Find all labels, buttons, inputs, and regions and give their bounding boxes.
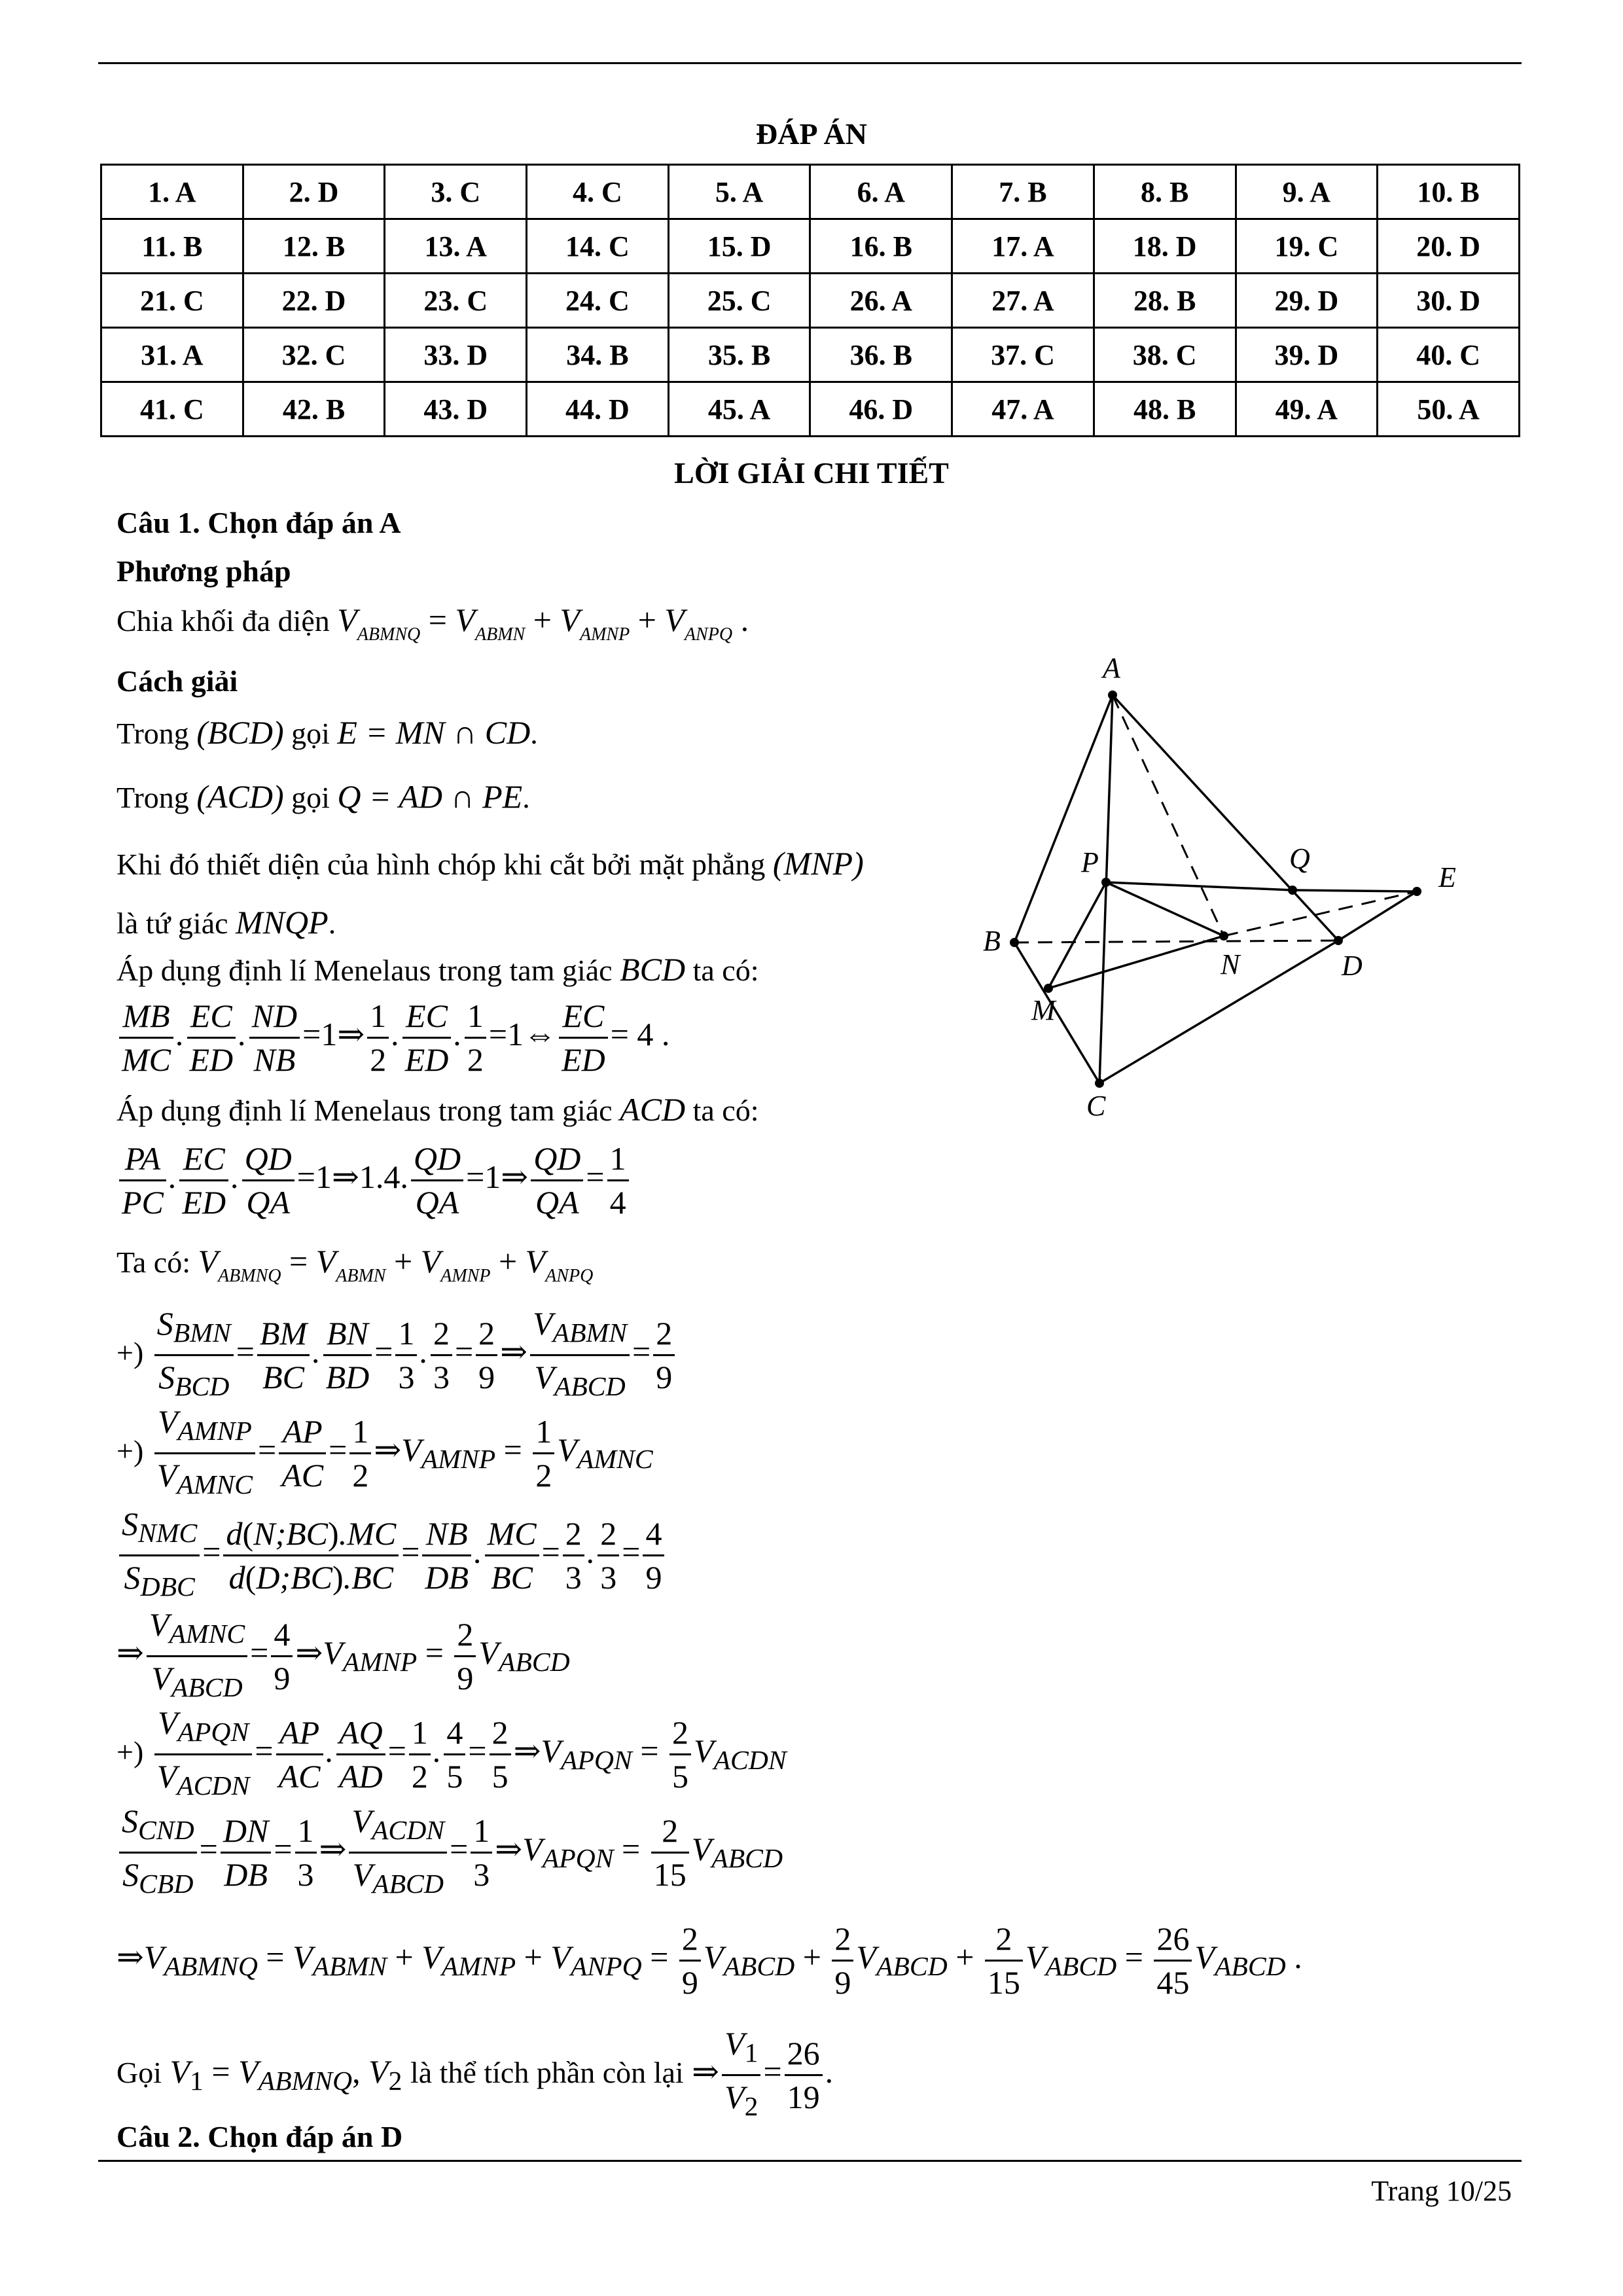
- answer-cell: 3. C: [385, 165, 527, 219]
- answer-key-title: ĐÁP ÁN: [756, 117, 867, 151]
- answer-cell: 13. A: [385, 219, 527, 274]
- answer-row: [101, 165, 1520, 219]
- method-text: Chia khối đa diện: [116, 604, 330, 637]
- formula-8: Gọi $V_1 = V_{ABMNQ}$, $V_2$ là thể tích phần còn lại ⇒ $\frac{V_1}{V_2}$ = $\frac{26}{19}$ .: [116, 2022, 833, 2128]
- section-title: LỜI GIẢI CHI TIẾT: [674, 456, 949, 490]
- answer-cell: 36. B: [810, 328, 952, 382]
- label-n: N: [1221, 948, 1240, 980]
- answer-cell: 39. D: [1236, 328, 1378, 382]
- answer-cell: 50. A: [1378, 382, 1520, 437]
- method-heading: Phương pháp: [116, 554, 291, 588]
- answer-cell: 7. B: [952, 165, 1094, 219]
- answer-cell: 20. D: [1378, 219, 1520, 274]
- answer-cell: 10. B: [1378, 165, 1520, 219]
- method-line: [116, 601, 749, 645]
- header-rule: [98, 62, 1522, 64]
- page-number: Trang 10/25: [1371, 2175, 1512, 2207]
- question-1-heading: Câu 1. Chọn đáp án A: [116, 506, 401, 539]
- figure-dashed-edges: [1014, 695, 1417, 942]
- footer-rule: [98, 2160, 1522, 2162]
- answer-cell: 43. D: [385, 382, 527, 437]
- label-m: M: [1031, 994, 1056, 1026]
- answer-cell: 31. A: [101, 328, 243, 382]
- answer-cell: 17. A: [952, 219, 1094, 274]
- solution-heading: Cách giải: [116, 664, 238, 698]
- question-2-heading: Câu 2. Chọn đáp án D: [116, 2120, 403, 2153]
- answer-cell: 49. A: [1236, 382, 1378, 437]
- answer-cell: 27. A: [952, 274, 1094, 328]
- answer-cell: 33. D: [385, 328, 527, 382]
- figure-points: [1010, 691, 1421, 1088]
- answer-cell: 8. B: [1094, 165, 1236, 219]
- answer-cell: 19. C: [1236, 219, 1378, 274]
- answer-cell: 9. A: [1236, 165, 1378, 219]
- line-menelaus-acd: Áp dụng định lí Menelaus trong tam giác ACD ta có:: [116, 1091, 759, 1128]
- answer-row: [101, 328, 1520, 382]
- answer-cell: 29. D: [1236, 274, 1378, 328]
- label-b: B: [983, 925, 1001, 957]
- formula-1: +) $\frac{S_{BMN}}{S_{BCD}}$ = $\frac{BM}{BC}$ . $\frac{BN}{BD}$ = $\frac{1}{3}$ . $\frac{2}{3}$ = $\frac{2}{9}$ ⇒ $\frac{V_{ABMN}}{V_{ABCD}}$ = $\frac{2}{9}$: [116, 1302, 677, 1408]
- formula-menelaus-bcd: $\frac{MB}{MC}$ . $\frac{EC}{ED}$ . $\frac{ND}{NB}$ =1⇒ $\frac{1}{2}$ . $\frac{EC}{ED}$ . $\frac{1}{2}$ =1⇔ $\frac{EC}{ED}$ = 4 .: [116, 995, 669, 1081]
- answer-cell: 1. A: [101, 165, 243, 219]
- answer-cell: 35. B: [668, 328, 810, 382]
- answer-cell: 14. C: [527, 219, 669, 274]
- formula-3: $\frac{S_{NMC}}{S_{DBC}}$ = $\frac{d(N;BC).MC}{d(D;BC).BC}$ = $\frac{NB}{DB}$ . $\frac{MC}{BC}$ = $\frac{2}{3}$ . $\frac{2}{3}$ = $\frac{4}{9}$: [116, 1503, 667, 1608]
- line-ta-co: Ta có: $V_{ABMNQ} = V_{ABMN} + V_{AMNP} + V_{ANPQ}$: [116, 1243, 594, 1286]
- formula-5: +) $\frac{V_{APQN}}{V_{ACDN}}$ = $\frac{AP}{AC}$ . $\frac{AQ}{AD}$ = $\frac{1}{2}$ . $\frac{4}{5}$ = $\frac{2}{5}$ $\Rightarrow V_{APQN}$ = $\frac{2}{5}$ $V_{ACDN}$: [116, 1702, 787, 1807]
- formula-7: $\Rightarrow V_{ABMNQ} = V_{ABMN} + V_{AMNP} + V_{ANPQ}$ = $\frac{2}{9}$ $V_{ABCD}$ + $\frac{2}{9}$ $V_{ABCD}$ + $\frac{2}{15}$ $V_{ABCD}$ = $\frac{26}{45}$ $V_{ABCD}$ .: [116, 1918, 1302, 2003]
- answer-cell: 11. B: [101, 219, 243, 274]
- line-trong-acd: Trong (ACD) gọi Q = AD ∩ PE.: [116, 778, 530, 815]
- answer-cell: 46. D: [810, 382, 952, 437]
- label-p: P: [1081, 846, 1099, 878]
- answer-cell: 32. C: [243, 328, 385, 382]
- answer-row: [101, 274, 1520, 328]
- answer-cell: 42. B: [243, 382, 385, 437]
- answer-cell: 6. A: [810, 165, 952, 219]
- answer-cell: 18. D: [1094, 219, 1236, 274]
- answer-table: [100, 164, 1520, 437]
- answer-row: [101, 219, 1520, 274]
- answer-cell: 34. B: [527, 328, 669, 382]
- answer-cell: 15. D: [668, 219, 810, 274]
- answer-cell: 47. A: [952, 382, 1094, 437]
- label-c: C: [1086, 1090, 1106, 1119]
- answer-cell: 25. C: [668, 274, 810, 328]
- answer-cell: 41. C: [101, 382, 243, 437]
- answer-cell: 44. D: [527, 382, 669, 437]
- figure-solid-edges: [1014, 695, 1417, 1083]
- answer-cell: 23. C: [385, 274, 527, 328]
- answer-row: [101, 382, 1520, 437]
- line-trong-bcd: Trong (BCD) gọi E = MN ∩ CD.: [116, 714, 538, 751]
- answer-cell: 5. A: [668, 165, 810, 219]
- formula-4: ⇒ $\frac{V_{AMNC}}{V_{ABCD}}$ = $\frac{4}{9}$ $\Rightarrow V_{AMNP}$ = $\frac{2}{9}$ $V_{ABCD}$: [116, 1604, 570, 1709]
- answer-cell: 30. D: [1378, 274, 1520, 328]
- answer-cell: 21. C: [101, 274, 243, 328]
- answer-cell: 37. C: [952, 328, 1094, 382]
- answer-cell: 40. C: [1378, 328, 1520, 382]
- label-q: Q: [1289, 842, 1310, 874]
- line-quad: là tứ giác MNQP.: [116, 904, 336, 941]
- label-a: A: [1103, 652, 1120, 684]
- tetrahedron-figure: [969, 648, 1492, 1119]
- formula-6: $\frac{S_{CND}}{S_{CBD}}$ = $\frac{DN}{DB}$ = $\frac{1}{3}$ ⇒ $\frac{V_{ACDN}}{V_{ABCD}}$ = $\frac{1}{3}$ $\Rightarrow V_{APQN}$ = $\frac{2}{15}$ $V_{ABCD}$: [116, 1800, 783, 1905]
- answer-cell: 24. C: [527, 274, 669, 328]
- answer-cell: 4. C: [527, 165, 669, 219]
- answer-cell: 45. A: [668, 382, 810, 437]
- answer-cell: 2. D: [243, 165, 385, 219]
- line-menelaus-bcd: Áp dụng định lí Menelaus trong tam giác BCD ta có:: [116, 951, 759, 988]
- formula-2: +) $\frac{V_{AMNP}}{V_{AMNC}}$ = $\frac{AP}{AC}$ = $\frac{1}{2}$ $\Rightarrow V_{AMNP}$ = $\frac{1}{2}$ $V_{AMNC}$: [116, 1401, 653, 1506]
- answer-cell: 22. D: [243, 274, 385, 328]
- label-e: E: [1438, 861, 1456, 893]
- answer-cell: 38. C: [1094, 328, 1236, 382]
- answer-cell: 16. B: [810, 219, 952, 274]
- answer-cell: 12. B: [243, 219, 385, 274]
- answer-cell: 48. B: [1094, 382, 1236, 437]
- answer-cell: 28. B: [1094, 274, 1236, 328]
- line-section: Khi đó thiết diện của hình chóp khi cắt bởi mặt phẳng (MNP): [116, 845, 864, 882]
- answer-cell: 26. A: [810, 274, 952, 328]
- method-formula: $V_{ABMNQ} = V_{ABMN} + V_{AMNP} + V_{ANPQ}$ .: [337, 601, 749, 645]
- formula-menelaus-acd: $\frac{PA}{PC}$ . $\frac{EC}{ED}$ . $\frac{QD}{QA}$ =1⇒1.4. $\frac{QD}{QA}$ =1⇒ $\frac{QD}{QA}$ = $\frac{1}{4}$: [116, 1138, 632, 1223]
- label-d: D: [1342, 950, 1363, 982]
